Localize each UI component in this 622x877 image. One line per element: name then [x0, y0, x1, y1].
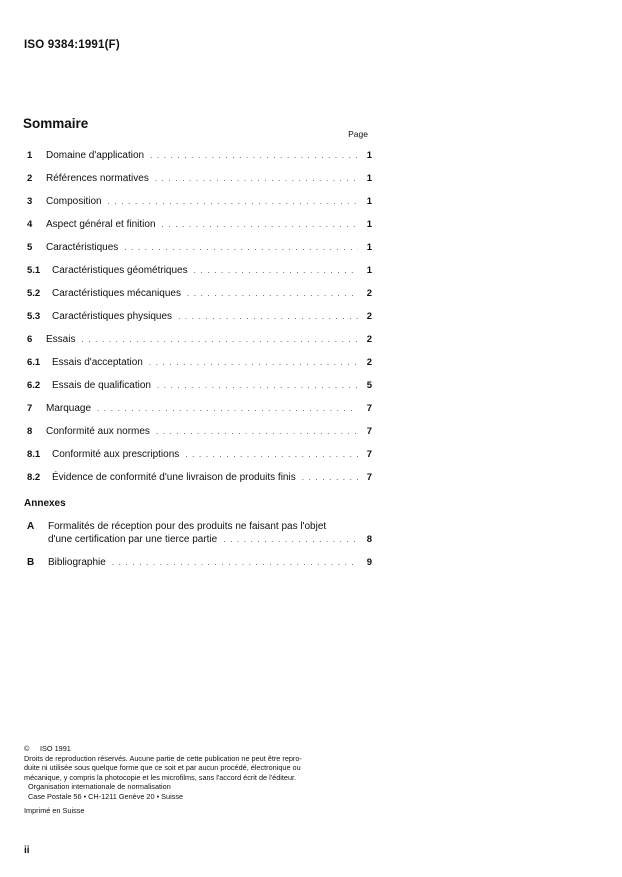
dot-leader: [81, 335, 358, 344]
toc-entry-page: 2: [366, 288, 372, 299]
dot-leader: [187, 289, 358, 298]
toc-entry-5[interactable]: [27, 242, 372, 265]
toc-entry-number: 4: [27, 219, 33, 230]
toc-entry-page: 7: [366, 472, 372, 483]
toc-entry-7[interactable]: [27, 403, 372, 426]
annex-title-line2: d'une certification par une tierce partie: [48, 534, 218, 545]
toc-entry-number: 3: [27, 196, 33, 207]
annexes-heading: Annexes: [24, 498, 66, 509]
toc-entry-number: 2: [27, 173, 33, 184]
toc-entry-page: 1: [366, 173, 372, 184]
toc-entry-title: Marquage: [46, 403, 92, 414]
organization-address: Case Postale 56 • CH-1211 Genève 20 • Suisse: [28, 791, 184, 801]
toc-entry-title: Conformité aux normes: [46, 426, 150, 437]
dot-leader: [178, 312, 358, 321]
dot-leader: [108, 197, 358, 206]
copyright-owner-year: ISO 1991: [40, 744, 71, 753]
toc-entry-page: 1: [366, 196, 372, 207]
toc-entry-number: 5: [27, 242, 33, 253]
toc-entry-6[interactable]: [27, 334, 372, 357]
toc-entry-3[interactable]: [27, 196, 372, 219]
toc-entry-title: Références normatives: [46, 173, 149, 184]
toc-entry-number: 1: [27, 150, 33, 161]
toc-entry-1[interactable]: [27, 150, 372, 173]
copyright-block: [24, 744, 354, 815]
annex-title-row: [48, 557, 372, 568]
dot-leader: [124, 243, 358, 252]
copyright-line: [24, 744, 354, 754]
dot-leader: [149, 358, 358, 367]
toc-entry-page: 7: [366, 449, 372, 460]
toc-entry-8[interactable]: [27, 426, 372, 449]
dot-leader: [162, 220, 358, 229]
toc-entry-8-2[interactable]: [27, 472, 372, 495]
rights-notice-line-3: mécanique, y compris la photocopie et les microfilms, sans l'accord écrit de l'éditeur.: [24, 772, 297, 782]
toc-entry-title: Composition: [46, 196, 102, 207]
page-column-label: Page: [348, 129, 368, 139]
toc-entry-number: 6.2: [27, 380, 41, 391]
toc-entry-title: Caractéristiques: [46, 242, 119, 253]
dot-leader: [302, 473, 358, 482]
toc-entry-page: 1: [366, 265, 372, 276]
toc-entry-page: 5: [366, 380, 372, 391]
toc-entry-5-1[interactable]: [27, 265, 372, 288]
toc-entry-title: Essais d'acceptation: [52, 357, 143, 368]
toc-entry-2[interactable]: [27, 173, 372, 196]
annex-title-line1: Formalités de réception pour des produits ne faisant pas l'objet: [48, 521, 327, 532]
toc-entry-number: 8: [27, 426, 33, 437]
toc-entry-number: 8.2: [27, 472, 41, 483]
toc-title: Sommaire: [23, 116, 89, 131]
toc-entry-6-1[interactable]: [27, 357, 372, 380]
toc-entry-5-3[interactable]: [27, 311, 372, 334]
annex-page: 8: [366, 534, 372, 545]
toc-entry-page: 7: [366, 403, 372, 414]
toc-entry-4[interactable]: [27, 219, 372, 242]
toc-entry-title: Essais: [46, 334, 76, 345]
toc-entry-page: 2: [366, 357, 372, 368]
toc-entry-title: Évidence de conformité d'une livraison de produits finis: [52, 472, 296, 483]
standard-id-header: ISO 9384:1991(F): [24, 39, 120, 51]
toc-entry-5-2[interactable]: [27, 288, 372, 311]
toc-entry-number: 6: [27, 334, 33, 345]
annex-letter: B: [27, 557, 35, 568]
rights-notice-line-1: Droits de reproduction réservés. Aucune partie de cette publication ne peut être repro-: [24, 753, 302, 763]
copyright-icon: ©: [24, 744, 30, 753]
dot-leader: [157, 381, 358, 390]
toc-entry-title: Caractéristiques mécaniques: [52, 288, 181, 299]
dot-leader: [97, 404, 358, 413]
toc-entry-title: Conformité aux prescriptions: [52, 449, 180, 460]
toc-entry-title: Essais de qualification: [52, 380, 151, 391]
dot-leader: [155, 174, 358, 183]
dot-leader: [112, 558, 358, 567]
dot-leader: [185, 450, 358, 459]
dot-leader: [150, 151, 358, 160]
toc-entry-page: 1: [366, 219, 372, 230]
toc-entry-page: 1: [366, 242, 372, 253]
table-of-contents: [27, 150, 372, 495]
toc-entry-number: 7: [27, 403, 33, 414]
page-number: ii: [24, 845, 30, 856]
toc-entry-number: 5.3: [27, 311, 41, 322]
dot-leader: [223, 535, 358, 544]
annex-letter: A: [27, 521, 35, 532]
annex-title-line2-row: [48, 534, 372, 545]
toc-entry-title: Aspect général et finition: [46, 219, 156, 230]
toc-entry-title: Caractéristiques géométriques: [52, 265, 188, 276]
toc-entry-8-1[interactable]: [27, 449, 372, 472]
toc-entry-title: Caractéristiques physiques: [52, 311, 173, 322]
toc-entry-number: 5.1: [27, 265, 41, 276]
toc-entry-page: 2: [366, 334, 372, 345]
annex-page: 9: [366, 557, 372, 568]
dot-leader: [156, 427, 358, 436]
toc-entry-title: Domaine d'application: [46, 150, 145, 161]
toc-entry-page: 1: [366, 150, 372, 161]
organization-name: Organisation internationale de normalisation: [28, 782, 171, 792]
toc-entry-page: 7: [366, 426, 372, 437]
toc-entry-6-2[interactable]: [27, 380, 372, 403]
toc-entry-number: 6.1: [27, 357, 41, 368]
toc-entry-page: 2: [366, 311, 372, 322]
annex-title: Bibliographie: [48, 557, 106, 568]
dot-leader: [194, 266, 358, 275]
rights-notice-line-2: duite ni utilisée sous quelque forme que ce soit et par aucun procédé, électronique ou: [24, 763, 301, 773]
toc-entry-number: 8.1: [27, 449, 41, 460]
toc-entry-number: 5.2: [27, 288, 41, 299]
printed-in: Imprimé en Suisse: [24, 805, 85, 815]
